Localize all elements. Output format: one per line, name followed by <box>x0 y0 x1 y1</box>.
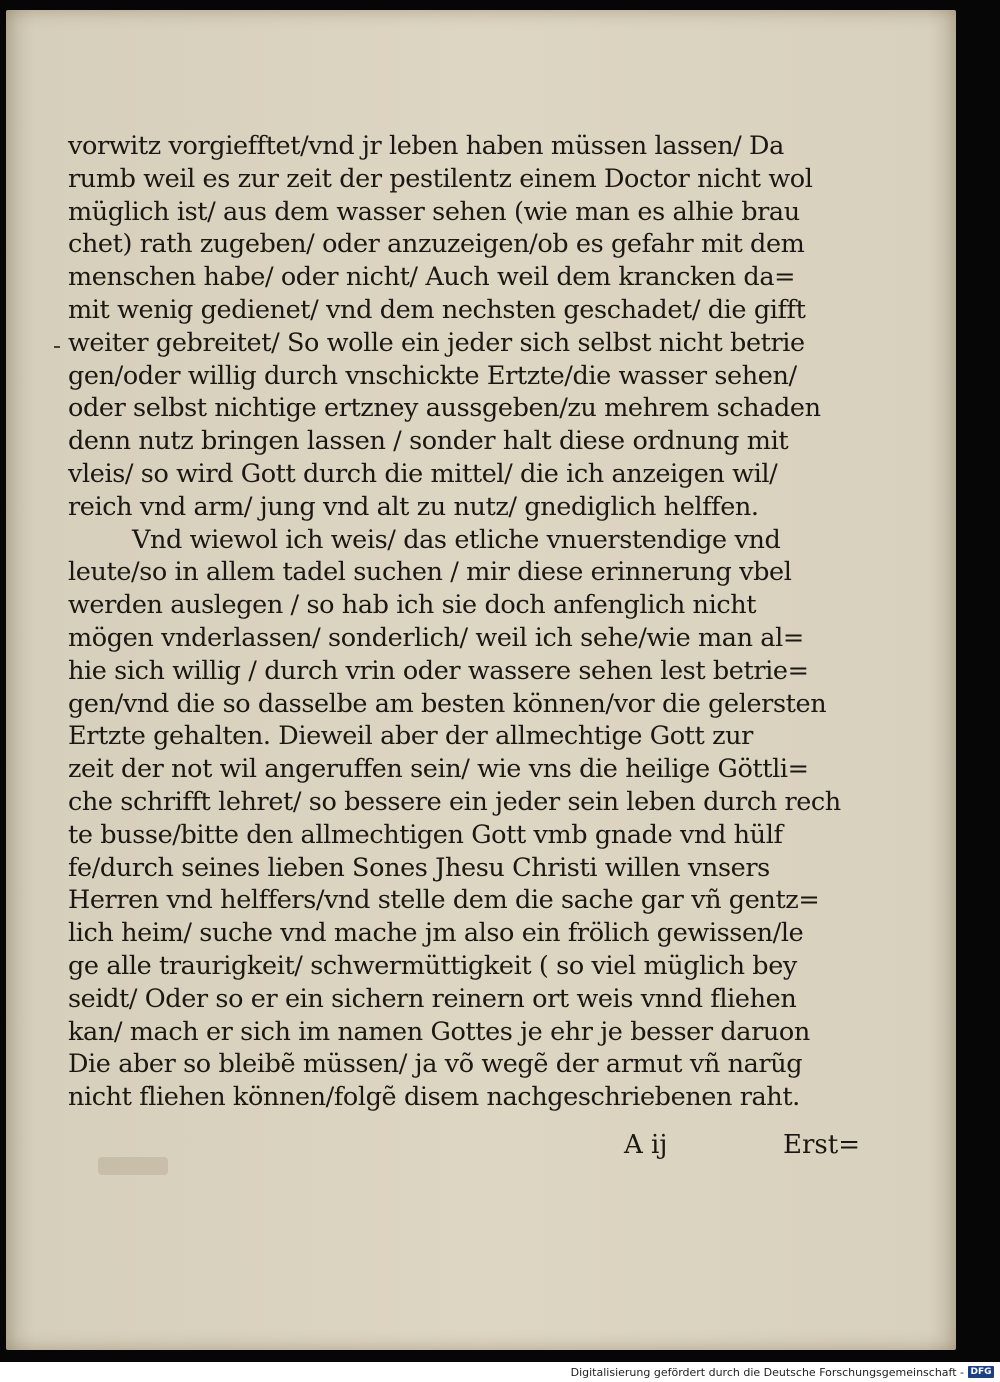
text-line: menschen habe/ oder nicht/ Auch weil dem krancken da= <box>68 262 796 293</box>
text-line: mit wenig gedienet/ vnd dem nechsten geschadet/ die gifft <box>68 294 806 325</box>
text-line: che schrifft lehret/ so bessere ein jeder sein leben durch rech <box>68 786 841 817</box>
text-line: chet) rath zugeben/ oder anzuzeigen/ob es gefahr mit dem <box>68 229 805 260</box>
text-line: zeit der not wil angeruffen sein/ wie vns die heilige Göttli= <box>68 754 809 785</box>
text-line: hie sich willig / durch vrin oder wassere sehen lest betrie= <box>68 655 809 686</box>
text-line: rumb weil es zur zeit der pestilentz einem Doctor nicht wol <box>68 163 813 194</box>
text-line: Die aber so bleibẽ müssen/ ja võ wegẽ der armut vñ narũg <box>68 1049 803 1080</box>
text-line: werden auslegen / so hab ich sie doch anfenglich nicht <box>68 590 757 621</box>
signature-mark: A ij <box>624 1130 668 1160</box>
digitization-credit: Digitalisierung gefördert durch die Deutsche Forschungsgemeinschaft - <box>570 1366 964 1379</box>
text-line: gen/vnd die so dasselbe am besten können/vor die gelersten <box>68 688 827 719</box>
text-line: Ertzte gehalten. Dieweil aber der allmechtige Gott zur <box>68 721 753 752</box>
text-line: vorwitz vorgiefftet/vnd jr leben haben müssen lassen/ Da <box>68 131 784 161</box>
text-line: ge alle traurigkeit/ schwermüttigkeit ( so viel müglich bey <box>68 950 797 981</box>
dfg-logo-icon: DFG <box>968 1366 994 1378</box>
text-line: kan/ mach er sich im namen Gottes je ehr je besser daruon <box>68 1016 810 1047</box>
text-line: denn nutz bringen lassen / sonder halt diese ordnung mit <box>68 426 789 457</box>
text-line: gen/oder willig durch vnschickte Ertzte/die wasser sehen/ <box>68 360 797 391</box>
catchword: Erst= <box>783 1130 860 1160</box>
text-line: weiter gebreitet/ So wolle ein jeder sich selbst nicht betrie <box>68 327 805 358</box>
book-page <box>6 10 956 1350</box>
text-line: lich heim/ suche vnd mache jm also ein frölich gewissen/le <box>68 918 804 949</box>
text-line: mögen vnderlassen/ sonderlich/ weil ich sehe/wie man al= <box>68 622 804 653</box>
text-line: reich vnd arm/ jung vnd alt zu nutz/ gnediglich helffen. <box>68 491 759 522</box>
margin-mark <box>54 346 60 348</box>
text-line: Herren vnd helffers/vnd stelle dem die sache gar vñ gentz= <box>68 885 820 916</box>
text-line: vleis/ so wird Gott durch die mittel/ die ich anzeigen wil/ <box>68 458 778 489</box>
text-line: te busse/bitte den allmechtigen Gott vmb gnade vnd hülf <box>68 819 783 850</box>
text-line: oder selbst nichtige ertzney aussgeben/zu mehrem schaden <box>68 393 821 424</box>
paragraph-start-line: Vnd wiewol ich weis/ das etliche vnuerstendige vnd <box>132 524 781 555</box>
text-line: leute/so in allem tadel suchen / mir diese erinnerung vbel <box>68 557 792 588</box>
text-line: fe/durch seines lieben Sones Jhesu Christi willen vnsers <box>68 852 770 883</box>
bleed-through-smudge <box>98 1157 168 1175</box>
text-line: seidt/ Oder so er ein sichern reinern ort weis vnnd fliehen <box>68 983 797 1014</box>
page-text-block <box>68 130 858 1114</box>
text-line: müglich ist/ aus dem wasser sehen (wie man es alhie brau <box>68 196 800 227</box>
text-line: nicht fliehen können/folgẽ disem nachgeschriebenen raht. <box>68 1082 800 1113</box>
